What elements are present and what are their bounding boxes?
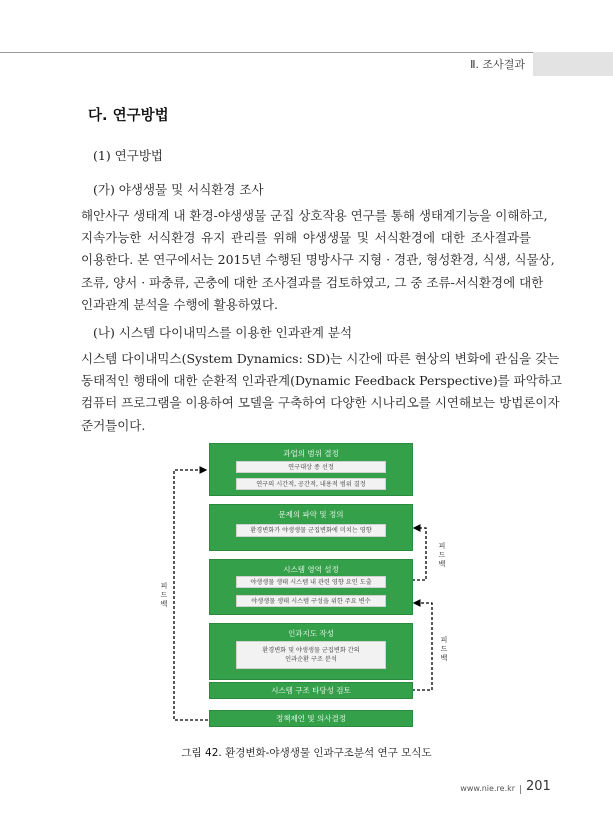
text-line: 지속가능한 서식환경 유지 관리를 위해 야생생물 및 서식환경에 대한 조사결과를 bbox=[81, 230, 531, 246]
part-b-title: (나) 시스템 다이내믹스를 이용한 인과관계 분석 bbox=[93, 325, 353, 340]
text-line: 이용한다. 본 연구에서는 2015년 수행된 명방사구 지형 · 경관, 형성환경, 식생, 식물상, bbox=[81, 252, 555, 268]
flow-bar-policy: 정책제언 및 의사결정 bbox=[209, 710, 413, 727]
flow-box-item: 연구대상 종 선정 bbox=[236, 461, 386, 473]
text-line: 컴퓨터 프로그램을 이용하여 모델을 구축하여 다양한 시나리오를 시연해보는 방법론이자 bbox=[81, 395, 560, 411]
flow-box-item: 연구의 시간적, 공간적, 내용적 범위 결정 bbox=[236, 478, 386, 490]
part-b-paragraph bbox=[81, 348, 562, 437]
chapter-label: Ⅱ. 조사결과 bbox=[470, 58, 525, 71]
footer-divider bbox=[520, 785, 521, 794]
text-line: 준거틀이다. bbox=[81, 417, 146, 433]
text-line: 해안사구 생태계 내 환경-야생생물 군집 상호작용 연구를 통해 생태계기능을 이해하고, bbox=[81, 208, 548, 223]
feedback-label-right-upper: 피드백 bbox=[438, 542, 446, 568]
flow-box-item: 야생생물 생태 시스템 내 관련 영향 요인 도출 bbox=[236, 576, 386, 588]
flow-box-item: 환경변화가 야생생물 군집변화에 미치는 영향 bbox=[236, 524, 386, 537]
header-tab bbox=[533, 52, 613, 76]
header-rule bbox=[0, 52, 613, 53]
feedback-label-left: 피드백 bbox=[160, 582, 168, 608]
figure-caption: 그림 42. 환경변화-야생생물 인과구조분석 연구 모식도 bbox=[181, 747, 432, 759]
research-flow-diagram bbox=[160, 438, 460, 738]
text-line: 동태적인 행태에 대한 순환적 인과관계(Dynamic Feedback Perspective)를 파악하고 bbox=[81, 373, 562, 389]
flow-box-title: 문제의 파악 및 정의 bbox=[278, 510, 344, 519]
flow-box-title: 인과지도 작성 bbox=[288, 629, 334, 638]
text-line: 인과관계 분석을 수행에 활용하였다. bbox=[81, 296, 279, 312]
footer-url: www.nie.re.kr bbox=[460, 784, 515, 793]
flow-box-title: 과업의 범위 결정 bbox=[283, 449, 339, 458]
subsection-title: (1) 연구방법 bbox=[93, 148, 163, 163]
text-line: 조류, 양서 · 파충류, 곤충에 대한 조사결과를 검토하였고, 그 중 조류-서식환경에 대한 bbox=[81, 274, 544, 290]
flow-bar-validation: 시스템 구조 타당성 검토 bbox=[209, 682, 413, 699]
feedback-arrow-right-lower bbox=[412, 603, 432, 690]
text-line: 시스템 다이내믹스(System Dynamics: SD)는 시간에 따른 현상의 변화에 관심을 갖는 bbox=[81, 351, 560, 366]
flow-box-scope bbox=[209, 443, 413, 496]
flow-box-item: 야생생물 생태 시스템 구성을 위한 주요 변수 bbox=[236, 595, 386, 607]
part-a-paragraph bbox=[81, 205, 555, 316]
section-title: 다. 연구방법 bbox=[88, 108, 169, 124]
page-number: 201 bbox=[526, 779, 551, 794]
flow-box-item: 환경변화 및 야생생물 군집변화 간의 인과순환 구조 분석 bbox=[236, 641, 386, 669]
part-a-title: (가) 야생생물 및 서식환경 조사 bbox=[93, 182, 264, 197]
flow-box-title: 시스템 영역 설정 bbox=[283, 565, 339, 574]
flow-box-problem bbox=[209, 504, 413, 551]
feedback-arrow-left bbox=[174, 470, 208, 720]
flow-box-system bbox=[209, 559, 413, 615]
flow-box-causal-map bbox=[209, 623, 413, 680]
feedback-arrow-right-upper bbox=[412, 528, 426, 580]
feedback-label-right-lower: 피드백 bbox=[440, 636, 448, 662]
